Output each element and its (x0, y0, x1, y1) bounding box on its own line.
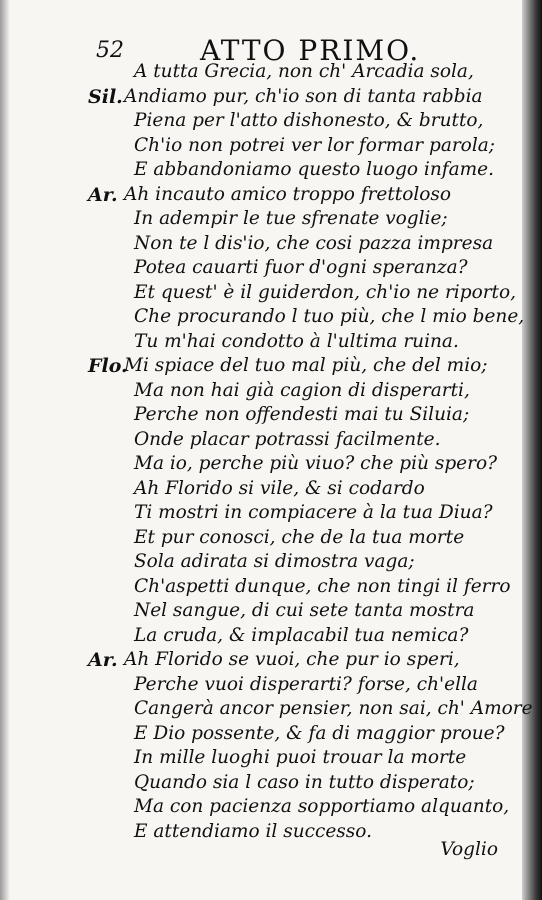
verse-line (88, 158, 518, 183)
speaker-label: Ar. (88, 649, 118, 671)
verse-text: Ah Florido si vile, & si codardo (134, 477, 425, 499)
running-head: ATTO PRIMO. (200, 34, 421, 67)
speaker-label: Ar. (88, 183, 118, 206)
verse-text: Andiamo pur, ch'io son di tanta rabbia (124, 85, 483, 107)
verse-line (88, 109, 518, 134)
verse-text: Cangerà ancor pensier, non sai, ch' Amore (134, 698, 533, 719)
page-number: 52 (96, 38, 124, 63)
verse-line (88, 746, 518, 771)
verse-line (88, 134, 518, 159)
verse-text: E attendiamo il successo. (134, 820, 372, 842)
book-gutter (522, 0, 542, 900)
verse-line (88, 403, 518, 428)
speaker-label: Sil. (88, 85, 123, 108)
verse-text: La cruda, & implacabil tua nemica? (134, 624, 469, 646)
verse-text: Ma io, perche più viuo? che più spero? (134, 453, 498, 474)
verse-text: Perche vuoi disperarti? forse, ch'ella (134, 673, 478, 695)
verse-text: Ch'io non potrei ver lor formar parola; (134, 134, 496, 156)
verse-line (88, 501, 518, 526)
verse-text: Et quest' è il guiderdon, ch'io ne riporto, (134, 281, 517, 303)
verse-line (88, 575, 518, 600)
verse-text: Ti mostri in compiacere à la tua Diua? (134, 502, 493, 523)
verse-line (88, 207, 518, 232)
verse-line (88, 599, 518, 624)
verse-line (88, 183, 518, 208)
verse-text: Ch'aspetti dunque, che non tingi il ferro (134, 575, 511, 597)
verse-line (88, 648, 518, 673)
verse-line (88, 795, 518, 820)
verse-text: Ah Florido se vuoi, che pur io speri, (124, 649, 460, 670)
verse-text: Ah incauto amico troppo frettoloso (124, 183, 452, 205)
verse-text: Onde placar potrassi facilmente. (134, 428, 441, 450)
verse-line (88, 452, 518, 477)
verse-line (88, 550, 518, 575)
verse-line (88, 526, 518, 551)
verse-line (88, 379, 518, 404)
verse-text: In adempir le tue sfrenate voglie; (134, 208, 448, 229)
verse-line (88, 673, 518, 698)
verse-text-block (88, 60, 533, 844)
verse-text: Tu m'hai condotto à l'ultima ruina. (134, 330, 459, 352)
verse-line (88, 477, 518, 502)
page-left-shadow (0, 0, 10, 900)
verse-text: E Dio possente, & fa di maggior proue? (134, 722, 505, 744)
verse-text: Ma con pacienza sopportiamo alquanto, (134, 796, 510, 817)
verse-line (88, 722, 518, 747)
verse-line (88, 354, 518, 379)
verse-text: Nel sangue, di cui sete tanta mostra (134, 600, 475, 621)
verse-text: Ma non hai già cagion di disperarti, (134, 379, 470, 401)
verse-text: In mille luoghi puoi trouar la morte (134, 747, 467, 768)
verse-text: Che procurando l tuo più, che l mio bene, (134, 306, 525, 327)
verse-line (88, 281, 518, 306)
verse-line (88, 624, 518, 649)
verse-text: Potea cauarti fuor d'ogni speranza? (134, 257, 468, 278)
verse-line (88, 85, 518, 110)
verse-line (88, 771, 518, 796)
verse-line (88, 256, 518, 281)
verse-text: Mi spiace del tuo mal più, che del mio; (124, 355, 488, 376)
verse-line (88, 428, 518, 453)
verse-text: E abbandoniamo questo luogo infame. (134, 159, 495, 180)
speaker-label: Flo. (88, 355, 128, 377)
verse-text: Non te l dis'io, che cosi pazza impresa (134, 232, 494, 254)
catchword: Voglio (440, 839, 498, 860)
verse-line (88, 697, 533, 722)
verse-text: A tutta Grecia, non ch' Arcadia sola, (134, 61, 474, 82)
verse-text: Et pur conosci, che de la tua morte (134, 526, 465, 548)
verse-line (88, 305, 525, 330)
verse-text: Perche non offendesti mai tu Siluia; (134, 404, 470, 425)
verse-text: Piena per l'atto dishonesto, & brutto, (134, 110, 484, 131)
verse-line (88, 60, 518, 85)
verse-line (88, 330, 518, 355)
verse-text: Sola adirata si dimostra vaga; (134, 551, 415, 572)
verse-text: Quando sia l caso in tutto disperato; (134, 771, 475, 793)
verse-line (88, 232, 518, 257)
